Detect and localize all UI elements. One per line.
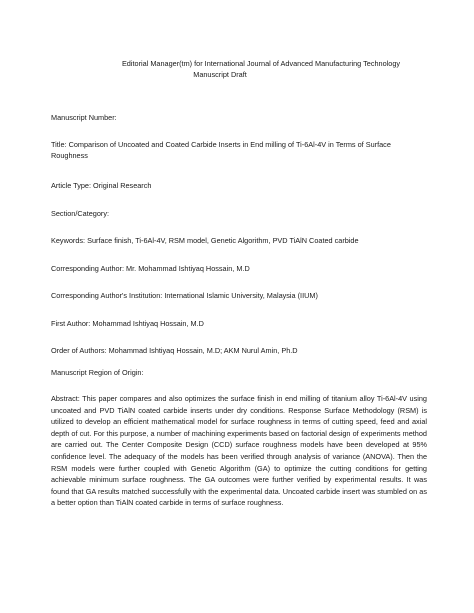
header-draft-line: Manuscript Draft xyxy=(193,70,247,79)
region-of-origin: Manuscript Region of Origin: xyxy=(51,368,144,377)
corresponding-institution: Corresponding Author's Institution: International Islamic University, Malaysia (IIUM) xyxy=(51,291,318,300)
document-header xyxy=(0,58,474,80)
manuscript-number: Manuscript Number: xyxy=(51,113,117,122)
corresponding-author: Corresponding Author: Mr. Mohammad Ishtiyaq Hossain, M.D xyxy=(51,264,250,273)
first-author: First Author: Mohammad Ishtiyaq Hossain, M.D xyxy=(51,319,204,328)
order-of-authors: Order of Authors: Mohammad Ishtiyaq Hossain, M.D; AKM Nurul Amin, Ph.D xyxy=(51,346,298,355)
abstract: Abstract: This paper compares and also optimizes the surface finish in end milling of titanium alloy Ti-6Al-4V using uncoated and PVD TiAlN coated carbide inserts under dry conditions. Response Surface Methodology (RSM) is utilized to develop an efficient mathematical model for surface roughness in terms of cutting speed, feed and axial depth of cut. For this purpose, a number of machining experiments based on factorial design of experiments method are carried out. The Center Composite Design (CCD) surface roughness models have been developed at 95% confidence level. The adequacy of the models has been verified through analysis of variance (ANOVA). Then the RSM models were further coupled with Genetic Algorithm (GA) to optimize the cutting conditions for getting achievable minimum surface roughness. The GA outcomes were further verified by experimental results. It was found that GA results matched successfully with the experimental data. Uncoated carbide insert was stumbled on as a better option than TiAlN coated carbide in terms of surface roughness. xyxy=(51,394,427,508)
keywords: Keywords: Surface finish, Ti-6Al-4V, RSM model, Genetic Algorithm, PVD TiAlN Coated carbide xyxy=(51,236,359,245)
section-category: Section/Category: xyxy=(51,209,110,218)
manuscript-title: Title: Comparison of Uncoated and Coated Carbide Inserts in End milling of Ti-6Al-4V in Terms of Surface Roughness xyxy=(51,140,391,160)
header-journal-line: Editorial Manager(tm) for International Journal of Advanced Manufacturing Technology xyxy=(121,59,401,68)
article-type: Article Type: Original Research xyxy=(51,181,152,190)
